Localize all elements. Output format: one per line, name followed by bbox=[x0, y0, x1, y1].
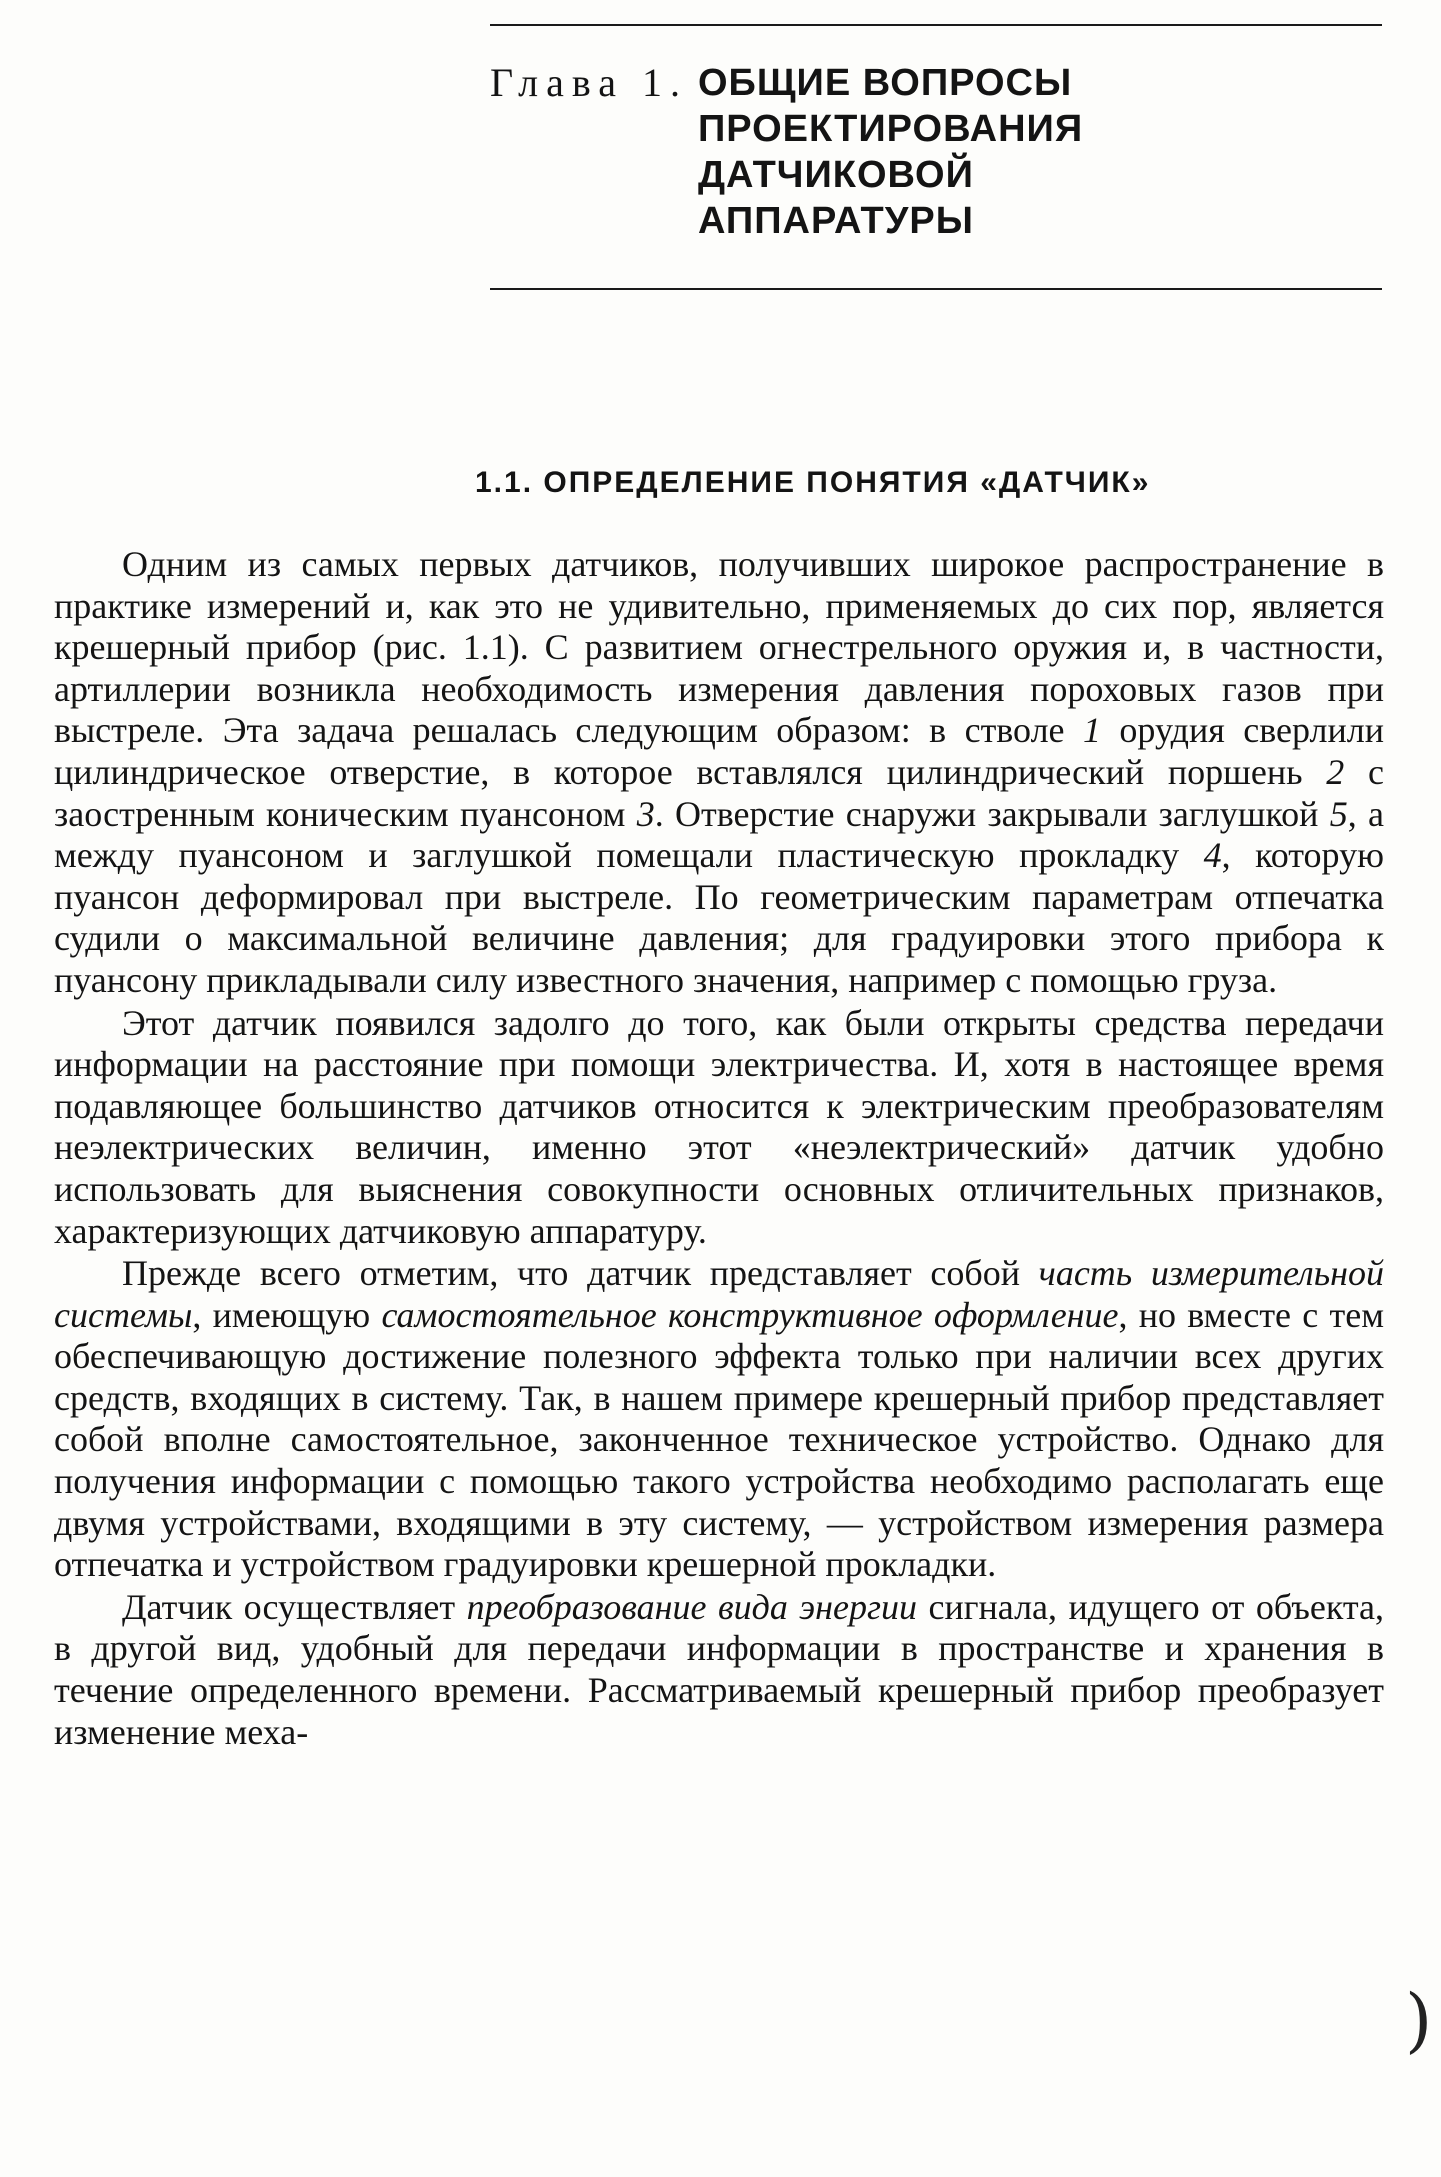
text-run: . Отверстие снаружи закрывали заглушкой bbox=[654, 793, 1330, 834]
chapter-heading bbox=[490, 58, 1382, 244]
figure-ref: 4 bbox=[1203, 835, 1222, 876]
emphasis: часть измерительной системы bbox=[54, 1253, 1384, 1335]
top-rule bbox=[490, 24, 1382, 26]
text-run: орудия сверлили цилиндрическое отверстие, в которое вставлялся цилиндрический поршень bbox=[54, 710, 1384, 792]
margin-bracket-mark: ) bbox=[1405, 1979, 1433, 2061]
text-run: Одним из самых первых датчиков, получивших широкое распространение в практике измерений и, как это не удивительно, применяемых до сих пор, является крешерный прибор (рис. 1.1). С развитием огнестрельного оружия и, в частности, артиллерии возникла необходимость измерения давления пороховых газов при выстреле. Эта задача решалась следующим образом: в стволе bbox=[54, 544, 1384, 751]
text-run: сигнала, идущего от объекта, в другой вид, удобный для передачи информации в пространстве и хранения в течение определенного времени. Рассматриваемый крешерный прибор преобразует изменение меха- bbox=[54, 1586, 1384, 1752]
figure-ref: 5 bbox=[1329, 793, 1348, 834]
text-run: , а между пуансоном и заглушкой помещали пластическую прокладку bbox=[54, 793, 1384, 876]
chapter-title-line: ПРОЕКТИРОВАНИЯ bbox=[697, 108, 1084, 150]
figure-ref: 2 bbox=[1326, 751, 1345, 792]
figure-ref: 3 bbox=[636, 793, 655, 834]
paragraph-3 bbox=[54, 1253, 1384, 1586]
paragraph-2: Этот датчик появился задолго до того, как были открыты средства передачи информации на расстояние при помощи электричества. И, хотя в настоящее время подавляющее большинство датчиков относится к электрическим преобразователям неэлектрических величин, именно этот «неэлектрический» датчик удобно использовать для выяснения совокупности основных отличительных признаков, характеризующих датчиковую аппаратуру. bbox=[54, 1002, 1384, 1251]
text-run: Прежде всего отметим, что датчик представляет собой bbox=[122, 1253, 1039, 1294]
section-heading: 1.1. ОПРЕДЕЛЕНИЕ ПОНЯТИЯ «ДАТЧИК» bbox=[475, 466, 1151, 499]
chapter-title-line: АППАРАТУРЫ bbox=[697, 200, 974, 242]
text-run: , но вместе с тем обеспечивающую достижение полезного эффекта только при наличии всех других средств, входящих в систему. Так, в нашем примере крешерный прибор представляет собой вполне самостоятельное, законченное техническое устройство. Однако для получения информации с помощью такого устройства необходимо располагать еще двумя устройствами, входящими в эту систему, — устройством измерения размера отпечатка и устройством градуировки крешерной прокладки. bbox=[54, 1294, 1384, 1585]
emphasis: преобразование вида энергии bbox=[466, 1586, 918, 1627]
chapter-title-line: ОБЩИЕ ВОПРОСЫ bbox=[697, 62, 1073, 104]
text-run: , которую пуансон деформировал при выстреле. По геометрическим параметрам отпечатка судили о максимальной величине давления; для градуировки этого прибора к пуансону прикладывали силу известного значения, например с помощью груза. bbox=[54, 835, 1384, 1000]
figure-ref: 1 bbox=[1082, 710, 1101, 751]
paragraph-4 bbox=[54, 1587, 1384, 1753]
chapter-title-line: ДАТЧИКОВОЙ bbox=[697, 154, 974, 196]
text-run: с заостренным коническим пуансоном bbox=[54, 751, 1384, 834]
chapter-title bbox=[698, 60, 1083, 244]
text-run: , имеющую bbox=[192, 1294, 382, 1335]
text-run: Датчик осуществляет bbox=[122, 1586, 467, 1627]
paragraph-1 bbox=[54, 544, 1384, 1002]
bottom-rule bbox=[490, 288, 1382, 290]
body-text bbox=[54, 544, 1384, 1753]
emphasis: самостоятельное конструктивное оформление bbox=[381, 1294, 1119, 1335]
chapter-label: Глава 1. bbox=[490, 60, 688, 105]
